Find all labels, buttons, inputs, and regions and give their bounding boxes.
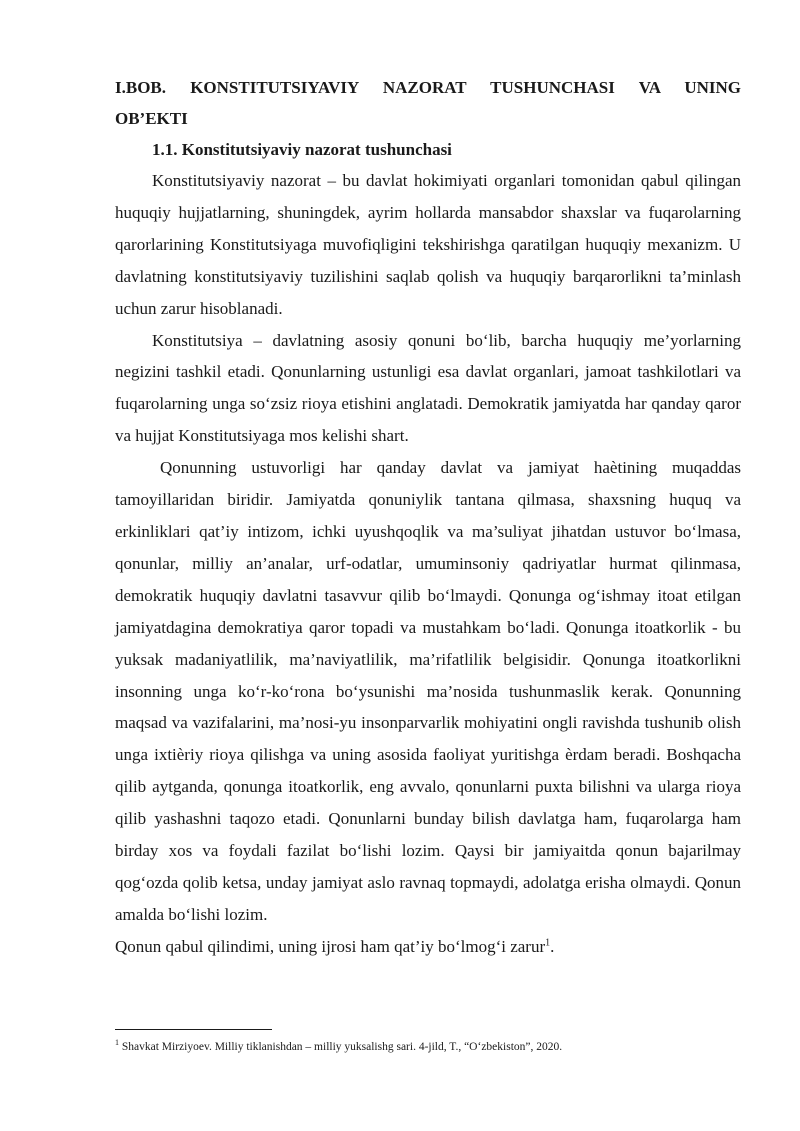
closing-line-text: Qonun qabul qilindimi, uning ijrosi ham qat’iy bo‘lmog‘i zarur <box>115 936 546 956</box>
footnote-text: Shavkat Mirziyoev. Milliy tiklanishdan – milliy yuksalishg sari. 4-jild, T., “O‘zbekiston”, 2020. <box>119 1041 563 1053</box>
document-body <box>115 72 741 963</box>
paragraph-definition: Konstitutsiyaviy nazorat – bu davlat hokimiyati organlari tomonidan qabul qilingan huquqiy hujjatlarning, shuningdek, ayrim hollarda mansabdor shaxslar va fuqarolarning qarorlarining Konstitutsiyaga muvofiqligini tekshirishga qaratilgan huquqiy mexanizm. U davlatning konstitutsiyaviy tuzilishini saqlab qolish va huquqiy barqarorlikni ta’minlash uchun zarur hisoblanadi. <box>115 171 741 318</box>
closing-line <box>115 931 741 963</box>
paragraph-rule-of-law: Qonunning ustuvorligi har qanday davlat va jamiyat haètining muqaddas tamoyillaridan biridir. Jamiyatda qonuniylik tantana qilmasa, shaxsning huquq va erkinliklari qat’iy intizom, ichki uyushqoqlik va ma’suliyat jihatdan ustuvor bo‘lmasa, qonunlar, milliy an’analar, urf-odatlar, umuminsoniy qadriyatlar hurmat qilinmasa, demokratik huquqiy davlatni tasavvur qilib bo‘lmaydi. Qonunga og‘ishmay itoat etilgan jamiyatdagina demokratiya qaror topadi va mustahkam bo‘ladi. Qonunga itoatkorlik - bu yuksak madaniyatlilik, ma’naviyatlilik, ma’rifatlilik belgisidir. Qonunga itoatkorlikni insonning unga ko‘r-ko‘rona bo‘ysunishi ma’nosida tushunmaslik kerak. Qonunning maqsad va vazifalarini, ma’nosi-yu insonparvarlik mohiyatini ongli ravishda tushunib olish unga ixtièriy rioya qilishga va uning asosida faoliyat yuritishga èrdam beradi. Boshqacha qilib aytganda, qonunga itoatkorlik, eng avvalo, qonunlarni puxta bilishni va ularga rioya qilib yashashni taqozo etadi. Qonunlarni bunday bilish davlatga ham, fuqarolarga ham birday xos va foydali fazilat bo‘lishi lozim. Qaysi bir jamiyaitda qonun bajarilmay qog‘ozda qolib ketsa, unday jamiyat aslo ravnaq topmaydi, adolatga erisha olmaydi. Qonun amalda bo‘lishi lozim. <box>115 458 741 924</box>
paragraph-constitution: Konstitutsiya – davlatning asosiy qonuni bo‘lib, barcha huquqiy me’yorlarning negizini tashkil etadi. Qonunlarning ustunligi esa davlat organlari, jamoat tashkilotlari va fuqarolarning unga so‘zsiz rioya etishini anglatadi. Demokratik jamiyatda har qanday qaror va hujjat Konstitutsiyaga mos kelishi shart. <box>115 330 741 446</box>
chapter-title: I.BOB. KONSTITUTSIYAVIY NAZORAT TUSHUNCHASI VA UNING OB’EKTI <box>115 78 741 128</box>
footnote-separator <box>115 1029 272 1030</box>
closing-line-period: . <box>550 936 555 956</box>
footnote <box>115 1040 755 1054</box>
section-title: 1.1. Konstitutsiyaviy nazorat tushunchasi <box>152 140 452 159</box>
footnote-reference[interactable]: 1 <box>545 937 551 949</box>
footnote-marker: 1 <box>115 1038 119 1048</box>
